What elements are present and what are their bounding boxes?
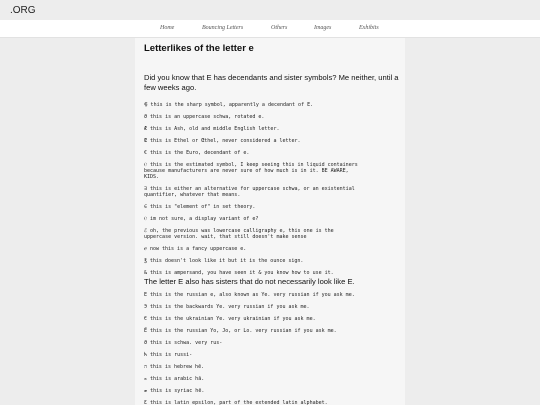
symbol-estimated: ℮ this is the estimated symbol, I keep seeing this in liquid containers because manufacturers are never sure of how much is in it. BE AWARE, KIDS. [144,162,358,180]
nav-bouncing-letters-link[interactable]: Bouncing Letters [202,25,244,31]
symbol-sharp: ⸿ this is the sharp symbol, apparently a decendant of E. [144,102,314,108]
symbol-calligraphy-e: ℰ oh, the previous was lowercase calligraphy e, this one is the uppercase version. wait, that still doesn't make sense [144,228,334,240]
symbol-ampersand: & this is ampersand, you have seen it & you know how to use it. [144,270,334,276]
nav-images-link[interactable]: Images [314,25,332,31]
intro-paragraph: Did you know that E has decendants and sister symbols? Me neither, until a few weeks ago. [144,73,399,92]
main-content [135,38,405,405]
sister-ukrainian-ye: Є this is the ukrainian Ye. very ukrainian if you ask me. [144,316,316,322]
sister-hebrew-he: ה this is hebrew hē. [144,364,205,370]
symbol-exists: ∃ this is either an alternative for uppercase schwa, or an existential quantifier, whatever that means. [144,186,355,198]
sister-russian-yo: Ё this is the russian Yo, Jo, or Lo. very russian if you ask me. [144,328,337,334]
symbol-element-of: ∈ this is "element of" in set theory. [144,204,256,210]
sister-syriac-he: ܗ this is syriac hē. [144,388,205,394]
symbol-uppercase-schwa: Ə this is an uppercase schwa, rotated e. [144,114,265,120]
site-title[interactable]: .ORG [10,5,36,16]
sister-schwa: Ә this is schwa. very rus- [144,340,223,346]
nav-exhibits-link[interactable]: Exhibits [359,25,379,31]
symbol-display-variant: ℮ im not sure, a display variant of e? [144,216,259,222]
sister-russi: ћ this is russi- [144,352,193,358]
sisters-heading: The letter E also has sisters that do not necessarily look like E. [144,277,355,286]
symbol-euro: € this is the Euro, decendant of e. [144,150,250,156]
nav-home-link[interactable]: Home [160,25,175,31]
sister-backwards-ye: Э this is the backwards Ye. very russian if you ask me. [144,304,310,310]
navigation-bar [0,20,540,38]
symbol-ash: Æ this is Ash, old and middle English letter. [144,126,280,132]
sister-russian-ye: Е this is the russian e, also known as Ye. very russian if you ask me. [144,292,355,298]
sister-latin-epsilon: Ɛ this is latin epsilon, part of the extended latin alphabet. [144,400,328,405]
symbol-fancy-e: ℯ now this is a fancy uppercase e. [144,246,247,252]
top-bar [0,0,540,20]
symbol-ethel: Œ this is Ethel or Œthel, never considered a letter. [144,138,301,144]
nav-others-link[interactable]: Others [271,25,288,31]
sister-arabic-ha: ه this is arabic hā. [144,376,205,382]
page-heading: Letterlikes of the letter e [144,43,254,54]
symbol-ounce: ℥ this doesn't look like it but it is the ounce sign. [144,258,304,264]
